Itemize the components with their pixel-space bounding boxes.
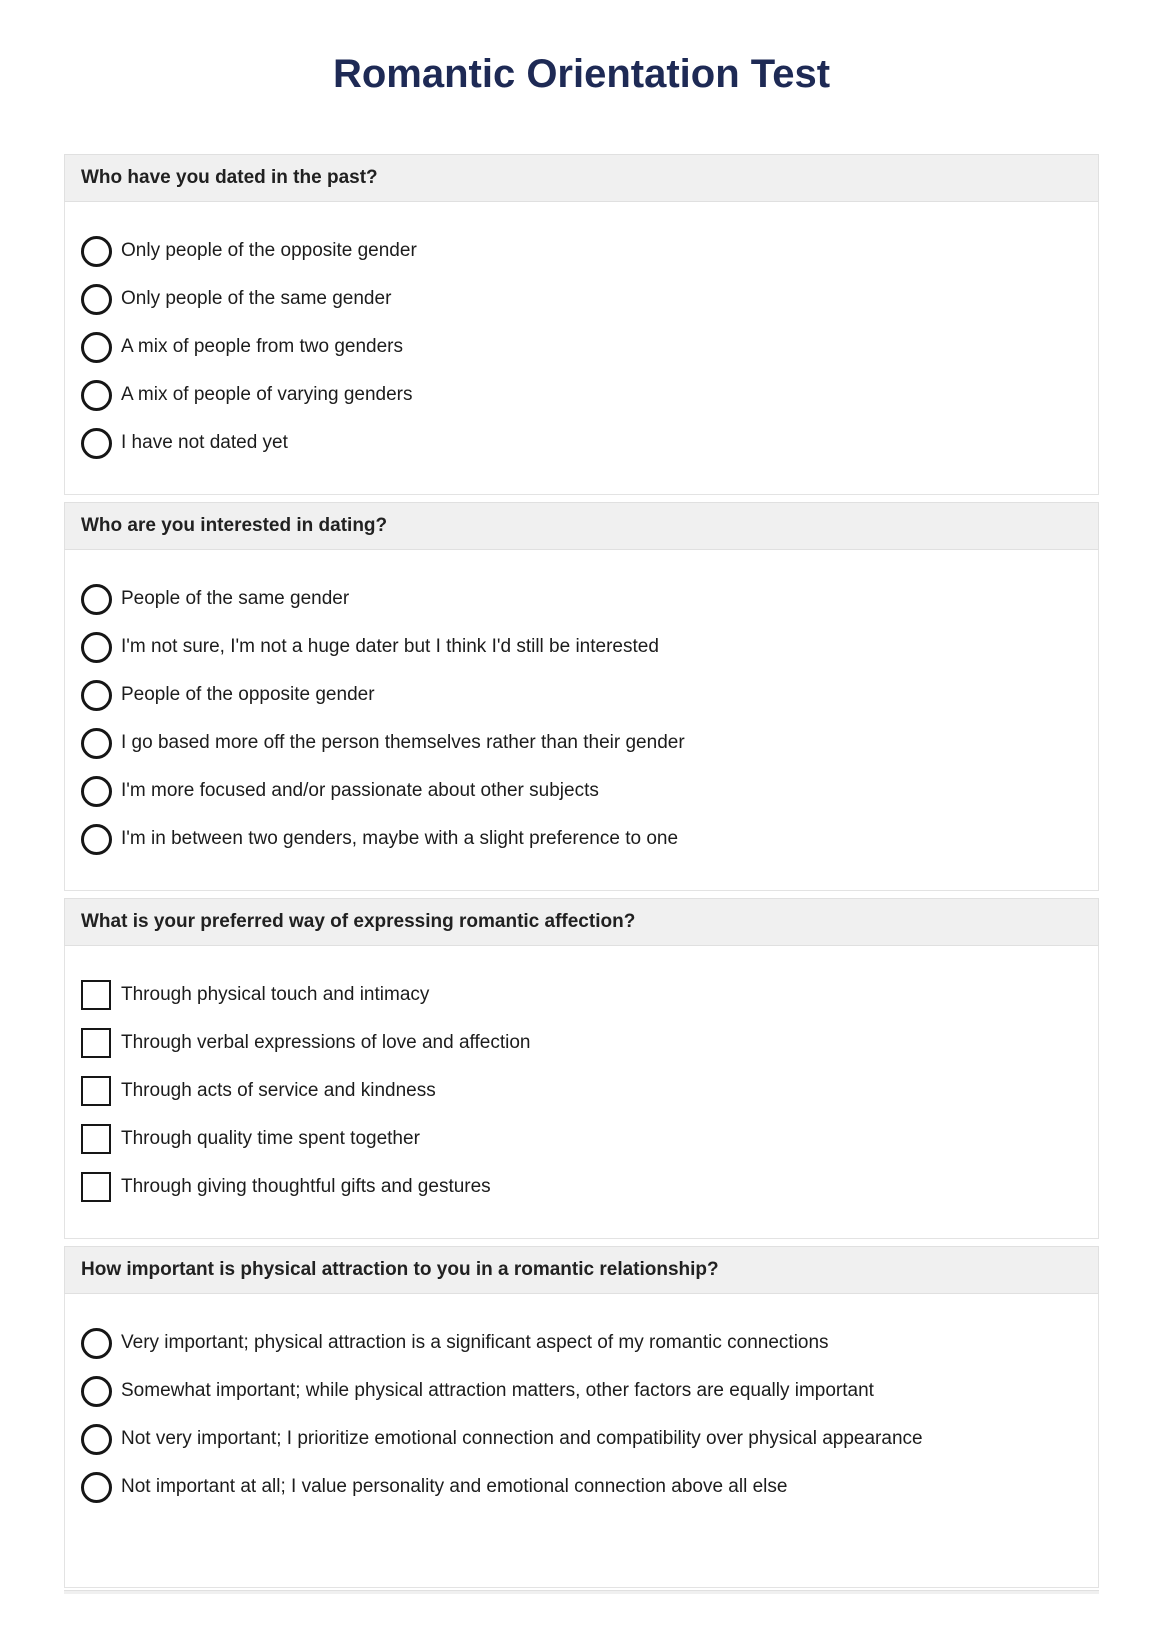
option-label: Through verbal expressions of love and affection [121,1032,531,1053]
option-label: Very important; physical attraction is a significant aspect of my romantic connections [121,1332,829,1353]
radio-button[interactable] [81,728,112,759]
radio-option[interactable] [81,1367,1082,1415]
radio-button[interactable] [81,824,112,855]
question-text: How important is physical attraction to you in a romantic relationship? [81,1259,719,1280]
question-options [64,946,1099,1239]
checkbox-option[interactable] [81,1163,1082,1211]
radio-option[interactable] [81,719,1082,767]
checkbox-option[interactable] [81,1115,1082,1163]
option-label: I go based more off the person themselves rather than their gender [121,732,685,753]
checkbox[interactable] [81,980,111,1010]
checkbox[interactable] [81,1124,111,1154]
radio-option[interactable] [81,371,1082,419]
radio-option[interactable] [81,815,1082,863]
question-header [64,154,1099,202]
checkbox-option[interactable] [81,971,1082,1019]
checkbox[interactable] [81,1028,111,1058]
option-label: Through physical touch and intimacy [121,984,430,1005]
question-section-dated-in-past [64,154,1099,495]
form-container [64,154,1099,1588]
option-label: Through quality time spent together [121,1128,420,1149]
radio-option[interactable] [81,1319,1082,1367]
radio-button[interactable] [81,632,112,663]
radio-option[interactable] [81,275,1082,323]
radio-option[interactable] [81,419,1082,467]
option-label: Through giving thoughtful gifts and gestures [121,1176,491,1197]
option-label: I'm more focused and/or passionate about other subjects [121,780,599,801]
option-label: People of the same gender [121,588,350,609]
radio-button[interactable] [81,1472,112,1503]
radio-option[interactable] [81,227,1082,275]
option-label: A mix of people from two genders [121,336,403,357]
radio-option[interactable] [81,575,1082,623]
radio-button[interactable] [81,284,112,315]
radio-option[interactable] [81,767,1082,815]
question-text: What is your preferred way of expressing romantic affection? [81,911,636,932]
option-label: I have not dated yet [121,432,288,453]
option-label: Not important at all; I value personality and emotional connection above all else [121,1476,788,1497]
question-section-physical-attraction-importance [64,1246,1099,1588]
option-label: Not very important; I prioritize emotional connection and compatibility over physical appearance [121,1428,923,1449]
question-section-expressing-affection [64,898,1099,1239]
radio-option[interactable] [81,623,1082,671]
radio-button[interactable] [81,680,112,711]
option-label: Through acts of service and kindness [121,1080,436,1101]
radio-button[interactable] [81,776,112,807]
checkbox-option[interactable] [81,1019,1082,1067]
question-header [64,898,1099,946]
option-label: A mix of people of varying genders [121,384,413,405]
radio-option[interactable] [81,1463,1082,1511]
option-label: I'm in between two genders, maybe with a slight preference to one [121,828,679,849]
next-section-header-partial [64,1590,1099,1594]
radio-button[interactable] [81,1424,112,1455]
question-options [64,550,1099,891]
checkbox[interactable] [81,1172,111,1202]
radio-button[interactable] [81,1328,112,1359]
radio-button[interactable] [81,1376,112,1407]
radio-option[interactable] [81,1415,1082,1463]
checkbox-option[interactable] [81,1067,1082,1115]
radio-button[interactable] [81,584,112,615]
radio-button[interactable] [81,236,112,267]
question-section-interested-in-dating [64,502,1099,891]
question-options [64,202,1099,495]
question-header [64,1246,1099,1294]
question-options [64,1294,1099,1588]
radio-option[interactable] [81,323,1082,371]
checkbox[interactable] [81,1076,111,1106]
option-label: I'm not sure, I'm not a huge dater but I think I'd still be interested [121,636,659,657]
radio-button[interactable] [81,428,112,459]
option-label: Somewhat important; while physical attraction matters, other factors are equally important [121,1380,874,1401]
radio-button[interactable] [81,332,112,363]
question-text: Who are you interested in dating? [81,515,388,536]
radio-button[interactable] [81,380,112,411]
question-header [64,502,1099,550]
radio-option[interactable] [81,671,1082,719]
question-text: Who have you dated in the past? [81,167,378,188]
option-label: Only people of the opposite gender [121,240,417,261]
option-label: Only people of the same gender [121,288,392,309]
option-label: People of the opposite gender [121,684,375,705]
page-title: Romantic Orientation Test [332,52,831,96]
